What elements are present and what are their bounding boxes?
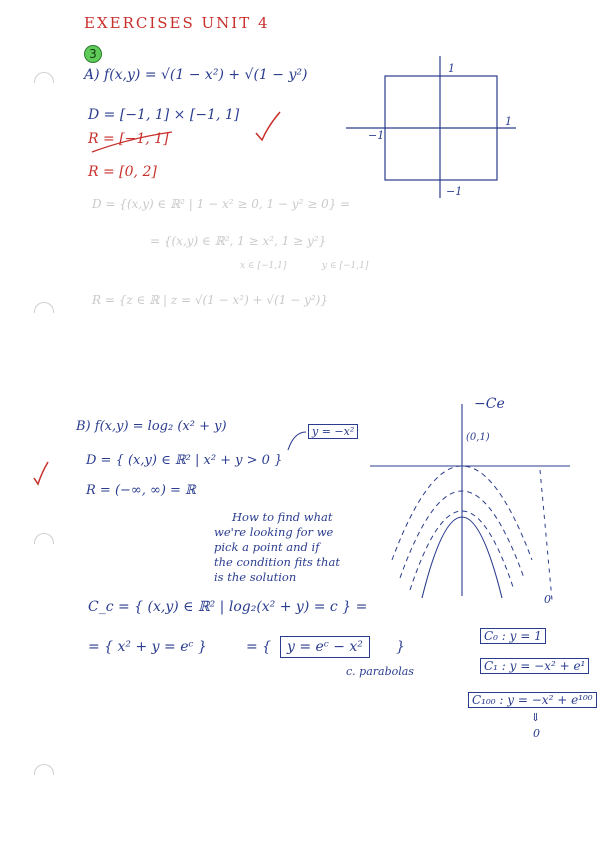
part-a-function: A) f(x,y) = √(1 − x²) + √(1 − y²) <box>84 67 308 83</box>
part-a-domain: D = [−1, 1] × [−1, 1] <box>88 107 240 123</box>
page-title: EXERCISES UNIT 4 <box>84 14 270 32</box>
graph-a-label: −1 <box>446 185 463 198</box>
exercise-number: 3 <box>89 47 97 61</box>
faint-note: y ∈ [−1,1] <box>322 261 369 271</box>
graph-b-label: 0 <box>544 593 551 606</box>
level-set-equation: } <box>396 639 405 655</box>
boundary-label: y = −x² <box>308 424 358 439</box>
implies-arrow: ⇓ <box>531 711 541 724</box>
faint-note: x ∈ [−1,1] <box>240 261 287 271</box>
faint-note: R = {z ∈ ℝ | z = √(1 − x²) + √(1 − y²)} <box>92 293 328 307</box>
level-example-box: C₀ : y = 1 <box>480 628 546 644</box>
bottom-zero: 0 <box>533 727 540 740</box>
level-set-result: y = eᶜ − x² <box>280 636 370 658</box>
note-line: pick a point and if <box>214 540 320 554</box>
faint-note: D = {(x,y) ∈ ℝ² | 1 − x² ≥ 0, 1 − y² ≥ 0} = <box>92 197 351 211</box>
level-curve <box>540 470 552 600</box>
graph-a-label: −1 <box>368 129 385 142</box>
part-a-range-corrected: R = [0, 2] <box>88 164 157 180</box>
graph-b-label: (0,1) <box>466 432 490 443</box>
note-line: How to find what <box>232 510 333 524</box>
note-line: is the solution <box>214 570 297 584</box>
graph-a-label: 1 <box>448 62 455 75</box>
part-a-range-crossed: R = [−1, 1] <box>88 131 169 147</box>
graph-b-label: −Ce <box>474 396 505 412</box>
level-set-equation: = { <box>246 639 272 655</box>
note-line: the condition fits that <box>214 555 340 569</box>
part-b-range: R = (−∞, ∞) = ℝ <box>86 483 196 498</box>
level-example-box: C₁ : y = −x² + e¹ <box>480 658 589 674</box>
graph-a-label: 1 <box>505 115 512 128</box>
part-b-domain: D = { (x,y) ∈ ℝ² | x² + y > 0 } <box>86 453 283 468</box>
level-set-equation: = { x² + y = eᶜ } <box>88 639 207 655</box>
faint-note: = {(x,y) ∈ ℝ², 1 ≥ x², 1 ≥ y²} <box>150 234 327 248</box>
part-b-function: B) f(x,y) = log₂ (x² + y) <box>76 419 227 434</box>
parabolas-label: c. parabolas <box>346 665 414 678</box>
note-line: we're looking for we <box>214 525 334 539</box>
level-example-box: C₁₀₀ : y = −x² + e¹⁰⁰ <box>468 692 597 708</box>
level-set-definition: C_c = { (x,y) ∈ ℝ² | log₂(x² + y) = c } = <box>88 599 368 615</box>
